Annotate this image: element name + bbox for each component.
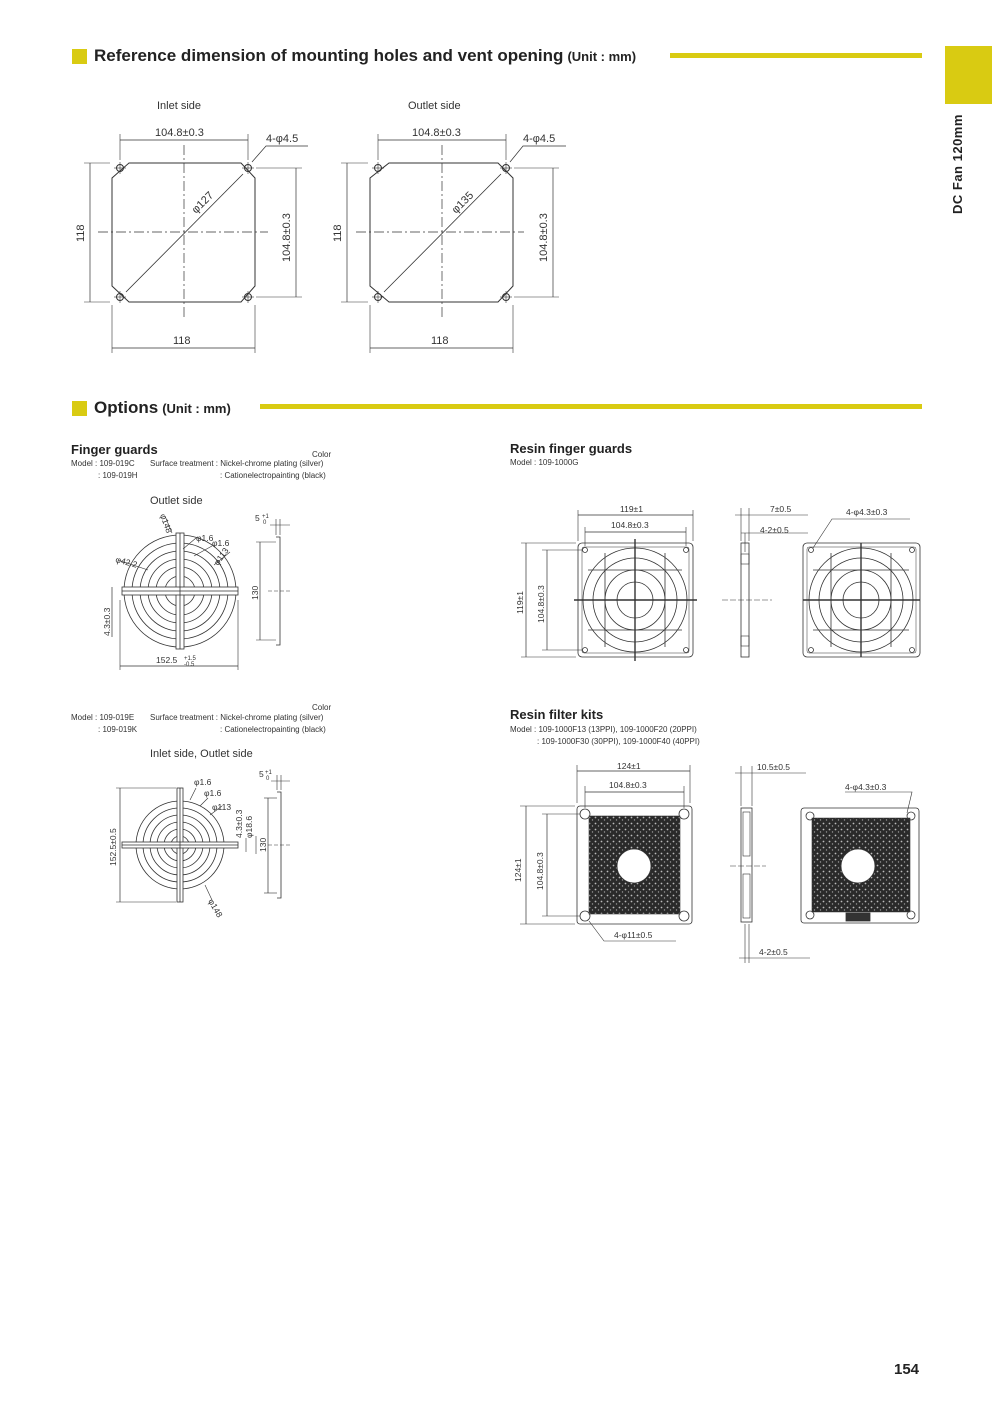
resin-filter-front-drawing (520, 765, 692, 941)
dim-text: 104.8±0.3 (412, 127, 461, 139)
model-code: Model : 109-019C (71, 459, 135, 468)
page-number: 154 (894, 1361, 920, 1378)
dim-text: +1 (265, 770, 272, 776)
dim-text: 124±1 (617, 761, 641, 771)
outlet-mounting-drawing (341, 134, 566, 353)
section-reference-title: Reference dimension of mounting holes and vent opening (94, 46, 564, 65)
dim-text: 4-φ4.3±0.3 (846, 507, 888, 517)
dim-text: 104.8±0.3 (535, 852, 545, 890)
dim-text: 104.8±0.3 (281, 213, 293, 262)
dim-text: 4-2±0.5 (760, 525, 789, 535)
dim-text: 4-φ4.5 (266, 133, 299, 145)
inlet-side-label: Inlet side (157, 100, 202, 112)
resin-filter-side-drawing (730, 766, 810, 963)
dim-text: 130 (258, 837, 268, 852)
dim-text: 4-φ11±0.5 (614, 930, 653, 940)
dim-text: 152.5±0.5 (108, 828, 118, 866)
dim-text: +1.5 (184, 656, 196, 662)
resin-guard-back-drawing (803, 519, 920, 657)
dim-text: 130 (250, 585, 260, 600)
view-label: Inlet side, Outlet side (150, 748, 253, 760)
resin-guards-title: Resin finger guards (510, 441, 633, 456)
model-code: : 109-019H (98, 471, 138, 480)
dim-text: 119±1 (515, 591, 525, 614)
dim-text: 104.8±0.3 (536, 585, 546, 623)
color-header: Color (312, 450, 332, 459)
dim-text: 104.8±0.3 (611, 520, 649, 530)
dim-text: 0 (263, 520, 267, 526)
dim-text: 4.3±0.3 (234, 809, 244, 838)
dim-text: 104.8±0.3 (609, 780, 647, 790)
dim-text: -0.5 (184, 662, 195, 668)
surface-treatment: Surface treatment : Nickel-chrome plating (silver) (150, 713, 324, 722)
color-header: Color (312, 703, 332, 712)
resin-filter-back-drawing (801, 792, 919, 923)
dim-text: 152.5 (156, 655, 178, 665)
dim-text: 118 (332, 224, 344, 242)
dim-text: 124±1 (513, 858, 523, 882)
dim-text: 5 (259, 769, 264, 779)
dim-text: 7±0.5 (770, 504, 792, 514)
dim-text: 0 (266, 776, 270, 782)
dim-text: φ1.6 (204, 788, 222, 798)
resin-guard-front-drawing (521, 510, 697, 661)
dim-text: φ18.6 (244, 815, 254, 838)
dim-text: φ148 (206, 897, 225, 920)
section-reference-unit: (Unit : mm) (567, 48, 637, 64)
dim-text: φ42.2 (114, 554, 139, 570)
side-tab-label: DC Fan 120mm (950, 114, 965, 214)
finger-guards-title: Finger guards (71, 442, 158, 457)
model-code: Model : 109-1000G (510, 458, 579, 467)
dim-text: φ148 (158, 512, 175, 535)
dim-text: 5 (255, 513, 260, 523)
surface-treatment: Surface treatment : Nickel-chrome plating (silver) (150, 459, 324, 468)
surface-treatment: : Cationelectropainting (black) (220, 471, 326, 480)
surface-treatment: : Cationelectropainting (black) (220, 725, 326, 734)
outlet-side-label: Outlet side (408, 100, 461, 112)
model-code: Model : 109-019E (71, 713, 135, 722)
model-code: Model : 109-1000F13 (13PPI), 109-1000F20 (20PPI) (510, 725, 697, 734)
dim-text: +1 (262, 514, 269, 520)
dim-text: φ113 (211, 545, 231, 568)
dim-text: φ135 (449, 189, 477, 217)
dim-text: φ113 (212, 802, 232, 812)
dim-text: φ1.6 (194, 777, 212, 787)
dim-text: 10.5±0.5 (757, 762, 791, 772)
dim-text: 118 (431, 335, 449, 347)
section-options-unit: (Unit : mm) (162, 400, 231, 416)
view-label: Outlet side (150, 495, 203, 507)
dim-text: 4.3±0.3 (102, 607, 112, 636)
dim-text: 4-φ4.5 (523, 133, 556, 145)
dim-text: 4-2±0.5 (759, 947, 788, 957)
dim-text: φ1.6 (196, 533, 214, 543)
dim-text: 104.8±0.3 (155, 127, 204, 139)
dim-text: 119±1 (620, 504, 643, 514)
dim-text: 104.8±0.3 (538, 213, 550, 262)
model-code: : 109-1000F30 (30PPI), 109-1000F40 (40PPI) (537, 737, 700, 746)
dim-text: 118 (75, 224, 87, 242)
dim-text: 4-φ4.3±0.3 (845, 782, 887, 792)
resin-filter-title: Resin filter kits (510, 707, 604, 722)
dim-text: 118 (173, 335, 191, 347)
model-code: : 109-019K (98, 725, 138, 734)
inlet-mounting-drawing (84, 134, 308, 353)
dim-text: φ1.6 (212, 538, 230, 548)
section-options-title: Options (94, 398, 159, 417)
dim-text: φ127 (189, 189, 217, 217)
